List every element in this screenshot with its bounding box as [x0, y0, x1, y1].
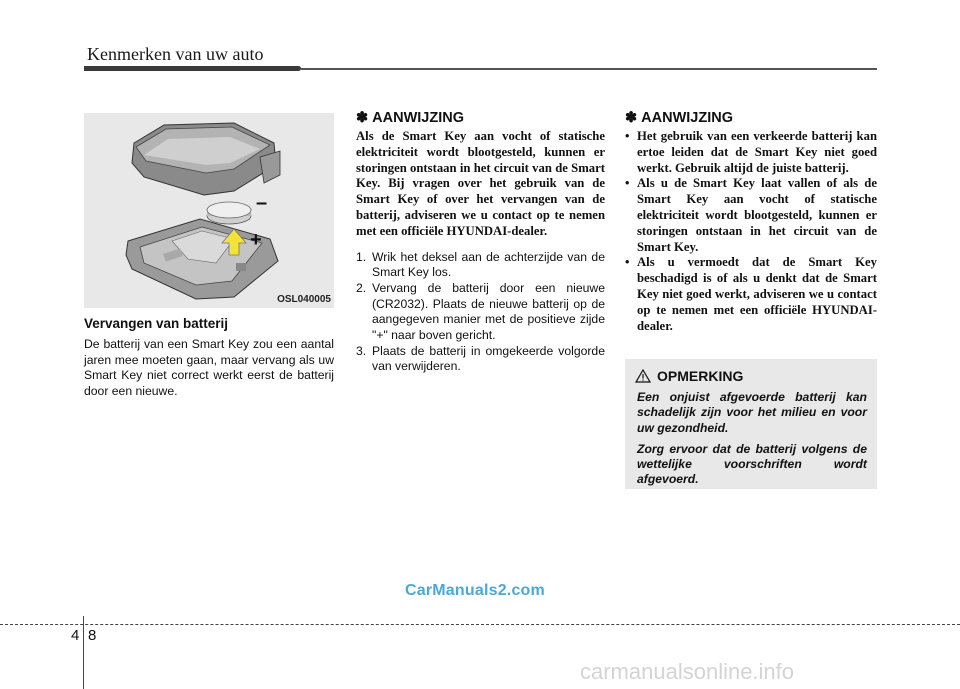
- header-bar: [84, 66, 301, 71]
- bullet-item: [625, 176, 877, 255]
- warning-body: [637, 390, 867, 494]
- header-rule: [301, 68, 877, 70]
- warning-title: [635, 368, 743, 386]
- step-text: Wrik het deksel aan de achterzijde van de Smart Key los.: [372, 249, 605, 279]
- bullet-text: Als u vermoedt dat de Smart Key beschadigd is of als u denkt dat de Smart Key niet goed werkt, adviseren we u contact op te nemen met een officiële HYUNDAI-dealer.: [637, 255, 877, 333]
- minus-sign: –: [256, 192, 268, 214]
- warning-triangle-icon: [635, 369, 651, 386]
- warning-title-label: OPMERKING: [657, 368, 744, 384]
- step-item: [356, 250, 605, 281]
- warning-box: [625, 359, 877, 489]
- note-heading: [356, 110, 605, 126]
- bullet-text: Het gebruik van een verkeerde batterij kan ertoe leiden dat de Smart Key niet goed werkt. Gebruik altijd de juiste batterij.: [637, 129, 877, 175]
- warning-paragraph: Een onjuist afgevoerde batterij kan schadelijk zijn voor het milieu en voor uw gezondheid.: [637, 390, 867, 435]
- bullet-dot: •: [625, 176, 630, 191]
- page-header-title: Kenmerken van uw auto: [87, 44, 264, 64]
- step-item: [356, 344, 605, 375]
- step-number: 2.: [356, 281, 367, 296]
- footer-dashed-rule: [0, 624, 960, 625]
- step-text: Vervang de batterij door een nieuwe (CR2032). Plaats de nieuwe batterij op de aangegeven manier met de positieve zijde "+" naar boven gericht.: [372, 281, 605, 342]
- site-watermark: carmanualsonline.info: [580, 659, 795, 684]
- smart-key-battery-figure: [84, 113, 334, 308]
- section-body: De batterij van een Smart Key zou een aantal jaren mee moeten gaan, maar vervang als uw Smart Key niet correct werkt eerst de batterij door een nieuwe.: [84, 337, 334, 398]
- bullet-dot: •: [625, 255, 630, 270]
- bullet-dot: •: [625, 129, 630, 143]
- note-heading: [625, 110, 877, 126]
- note-heading-label: AANWIJZING: [372, 110, 464, 126]
- note-column-middle: [356, 110, 605, 376]
- carmanuals-watermark: CarManuals2.com: [405, 582, 545, 599]
- page-number-divider: [83, 616, 84, 689]
- step-number: 3.: [356, 344, 367, 359]
- note-heading-label: AANWIJZING: [641, 110, 733, 126]
- bullet-item: [625, 255, 877, 334]
- smart-key-illustration: [84, 113, 334, 308]
- page-number: 8: [88, 627, 97, 644]
- chapter-number: 4: [71, 627, 80, 644]
- bullet-item: [625, 129, 877, 176]
- plus-sign: +: [250, 229, 262, 251]
- asterisk-icon: ✽: [625, 110, 638, 126]
- step-text: Plaats de batterij in omgekeerde volgorde van verwijderen.: [372, 344, 605, 374]
- warning-paragraph: Zorg ervoor dat de batterij volgens de wettelijke voorschriften wordt afgevoerd.: [637, 441, 867, 487]
- note-text: Als de Smart Key aan vocht of statische elektriciteit wordt blootgesteld, kunnen er storingen ontstaan in het circuit van de Smart Key. Bij vragen over het gebruik van de Smart Key of over het vervangen van de batterij, adviseren we u contact op te nemen met een officiële HYUNDAI-dealer.: [356, 129, 605, 238]
- figure-code: OSL040005: [277, 294, 331, 305]
- step-item: [356, 281, 605, 343]
- bullet-list: [625, 129, 877, 334]
- asterisk-icon: ✽: [356, 110, 369, 126]
- section-heading: Vervangen van batterij: [84, 316, 229, 331]
- step-list: [356, 250, 605, 375]
- step-number: 1.: [356, 249, 367, 264]
- bullet-text: Als u de Smart Key laat vallen of als de Smart Key aan vocht of statische elektriciteit wordt blootgesteld, kunnen er storingen ontstaan in het circuit van de Smart Key.: [637, 176, 877, 254]
- note-column-right: [625, 110, 877, 334]
